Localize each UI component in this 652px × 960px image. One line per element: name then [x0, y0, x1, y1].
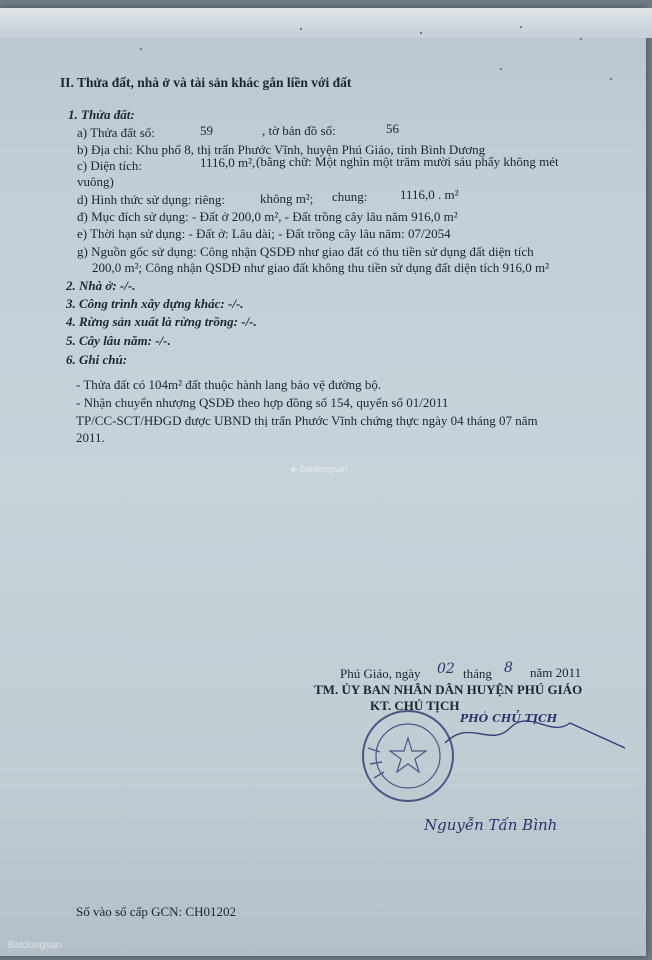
use-form-common-value: 1116,0 . m² [400, 187, 459, 202]
speck [580, 38, 582, 40]
speck [300, 28, 302, 30]
item-4-forest: 4. Rừng sản xuất là rừng trồng: -/-. [66, 314, 257, 329]
registry-number: Số vào sổ cấp GCN: CH01202 [76, 904, 236, 919]
origin-line-cont: 200,0 m²; Công nhận QSDĐ như giao đất không thu tiền sử dụng đất diện tích 916,0 m² [92, 260, 549, 275]
speck [420, 32, 422, 34]
parcel-number-label: a) Thửa đất số: [77, 125, 155, 140]
use-form-label: d) Hình thức sử dụng: riêng: [77, 192, 226, 207]
area-value: 1116,0 m², [200, 155, 256, 170]
watermark-text: Batdongsan [299, 464, 348, 474]
address-line: b) Địa chỉ: Khu phố 8, thị trấn Phước Vĩnh, huyện Phú Giáo, tỉnh Bình Dương [77, 142, 486, 157]
map-sheet-value: 56 [386, 121, 399, 136]
watermark-footer: Batdongsan [8, 940, 62, 951]
watermark-logo: ◈ Batdongsan [290, 464, 348, 474]
parcel-number-value: 59 [200, 123, 213, 138]
use-form-private: không m²; [260, 191, 314, 206]
area-label: c) Diện tích: [77, 158, 142, 173]
item-2-house: 2. Nhà ở: -/-. [66, 278, 136, 293]
date-month-label: tháng [463, 666, 492, 681]
signer-name: Nguyễn Tấn Bình [424, 816, 558, 834]
authority-title: TM. ỦY BAN NHÂN DÂN HUYỆN PHÚ GIÁO [314, 682, 583, 697]
authority-role: KT. CHỦ TỊCH [370, 698, 460, 713]
note-2: - Nhận chuyển nhượng QSDĐ theo hợp đồng số 154, quyển số 01/2011 [76, 395, 449, 410]
date-year: năm 2011 [530, 665, 582, 680]
area-in-words: (bằng chữ: Một nghìn một trăm mười sáu phẩy không mét [256, 154, 559, 169]
duration-line: e) Thời hạn sử dụng: - Đất ở: Lâu dài; - Đất trồng cây lâu năm: 07/2054 [77, 226, 451, 241]
stamp-title: PHÓ CHỦ TỊCH [460, 712, 558, 725]
item-3-construction: 3. Công trình xây dựng khác: -/-. [66, 296, 244, 311]
speck [520, 26, 522, 28]
section-heading: II. Thửa đất, nhà ở và tài sản khác gắn liền với đất [60, 75, 352, 90]
date-day: 02 [437, 661, 455, 677]
map-sheet-label: , tờ bản đồ số: [262, 123, 336, 138]
note-1: - Thửa đất có 104m² đất thuộc hành lang bảo vệ đường bộ. [76, 377, 382, 392]
speck [140, 48, 142, 50]
speck [500, 68, 502, 70]
item-6-notes-label: 6. Ghi chú: [66, 352, 128, 367]
speck [610, 78, 612, 80]
note-2-cont-2: 2011. [76, 430, 105, 445]
date-month: 8 [504, 660, 513, 676]
origin-line: g) Nguồn gốc sử dụng: Công nhận QSDĐ như giao đất có thu tiền sử dụng đất diện tích [77, 244, 534, 259]
note-2-cont: TP/CC-SCT/HĐGD được UBND thị trấn Phước Vĩnh chứng thực ngày 04 tháng 07 năm [76, 413, 538, 428]
item-1-label: 1. Thửa đất: [68, 107, 135, 122]
page-fold [0, 8, 652, 38]
place-date-prefix: Phú Giáo, ngày [340, 666, 421, 681]
purpose-line: đ) Mục đích sử dụng: - Đất ở 200,0 m², - Đất trồng cây lâu năm 916,0 m² [77, 209, 458, 224]
area-in-words-cont: vuông) [77, 174, 114, 189]
use-form-common-label: chung: [332, 189, 368, 204]
signature-scribble-icon [440, 708, 630, 758]
certificate-page [0, 8, 646, 956]
item-5-perennial: 5. Cây lâu năm: -/-. [66, 333, 171, 348]
